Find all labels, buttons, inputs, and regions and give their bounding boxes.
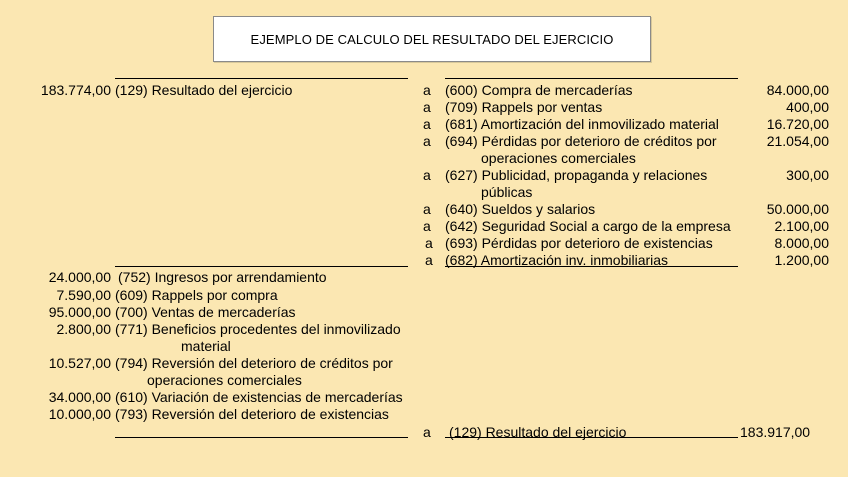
- separator-line: [115, 78, 408, 79]
- credit-account: (693) Pérdidas por deterioro de existencias: [445, 235, 713, 251]
- credit-account: (694) Pérdidas por deterioro de créditos por: [445, 133, 717, 149]
- credit-amount: 2.100,00: [774, 218, 829, 234]
- credit-account: (129) Resultado del ejercicio: [449, 424, 627, 440]
- separator-line: [115, 266, 408, 267]
- a-marker: a: [425, 252, 433, 268]
- debit-account: (793) Reversión del deterioro de existencias: [115, 406, 389, 422]
- debit-account: (700) Ventas de mercaderías: [115, 304, 296, 320]
- debit-amount: 7.590,00: [56, 287, 111, 303]
- title-box: [213, 16, 651, 62]
- a-marker: a: [423, 167, 431, 183]
- credit-account: (682) Amortización inv. inmobiliarias: [445, 252, 669, 268]
- credit-account-cont: públicas: [481, 184, 533, 200]
- credit-account: (681) Amortización del inmovilizado material: [445, 116, 719, 132]
- debit-account: (610) Variación de existencias de mercaderías: [115, 389, 403, 405]
- debit-amount: 183.774,00: [40, 82, 111, 98]
- credit-amount: 183.917,00: [740, 424, 811, 440]
- page-title: EJEMPLO DE CALCULO DEL RESULTADO DEL EJERCICIO: [250, 31, 614, 47]
- debit-amount: 10.527,00: [48, 355, 111, 371]
- credit-amount: 400,00: [786, 99, 829, 115]
- a-marker: a: [423, 424, 431, 440]
- credit-amount: 300,00: [786, 167, 829, 183]
- credit-amount: 16.720,00: [766, 116, 829, 132]
- debit-amount: 95.000,00: [48, 304, 111, 320]
- a-marker: a: [423, 133, 431, 149]
- separator-line: [445, 78, 738, 79]
- a-marker: a: [423, 201, 431, 217]
- credit-amount: 1.200,00: [774, 252, 829, 268]
- debit-account: (129) Resultado del ejercicio: [115, 82, 293, 98]
- debit-amount: 10.000,00: [48, 406, 111, 422]
- credit-amount: 84.000,00: [766, 82, 829, 98]
- credit-account: (709) Rappels por ventas: [445, 99, 603, 115]
- credit-account: (640) Sueldos y salarios: [445, 201, 596, 217]
- credit-amount: 8.000,00: [774, 235, 829, 251]
- credit-account: (627) Publicidad, propaganda y relaciones: [445, 167, 708, 183]
- debit-amount: 24.000,00: [48, 269, 111, 285]
- debit-amount: 2.800,00: [56, 321, 111, 337]
- debit-account: (752) Ingresos por arrendamiento: [118, 269, 327, 285]
- credit-amount: 50.000,00: [766, 201, 829, 217]
- a-marker: a: [423, 116, 431, 132]
- credit-account: (642) Seguridad Social a cargo de la empresa: [445, 218, 731, 234]
- debit-account-cont: material: [181, 338, 231, 354]
- a-marker: a: [423, 218, 431, 234]
- credit-account: (600) Compra de mercaderías: [445, 82, 633, 98]
- separator-line: [115, 437, 408, 438]
- a-marker: a: [423, 82, 431, 98]
- a-marker: a: [425, 235, 433, 251]
- a-marker: a: [423, 99, 431, 115]
- debit-account: (609) Rappels por compra: [115, 287, 278, 303]
- debit-account-cont: operaciones comerciales: [147, 372, 302, 388]
- credit-account-cont: operaciones comerciales: [481, 150, 636, 166]
- debit-account: (794) Reversión del deterioro de créditos por: [115, 355, 393, 371]
- debit-account: (771) Beneficios procedentes del inmovilizado: [115, 321, 401, 337]
- debit-amount: 34.000,00: [48, 389, 111, 405]
- credit-amount: 21.054,00: [766, 133, 829, 149]
